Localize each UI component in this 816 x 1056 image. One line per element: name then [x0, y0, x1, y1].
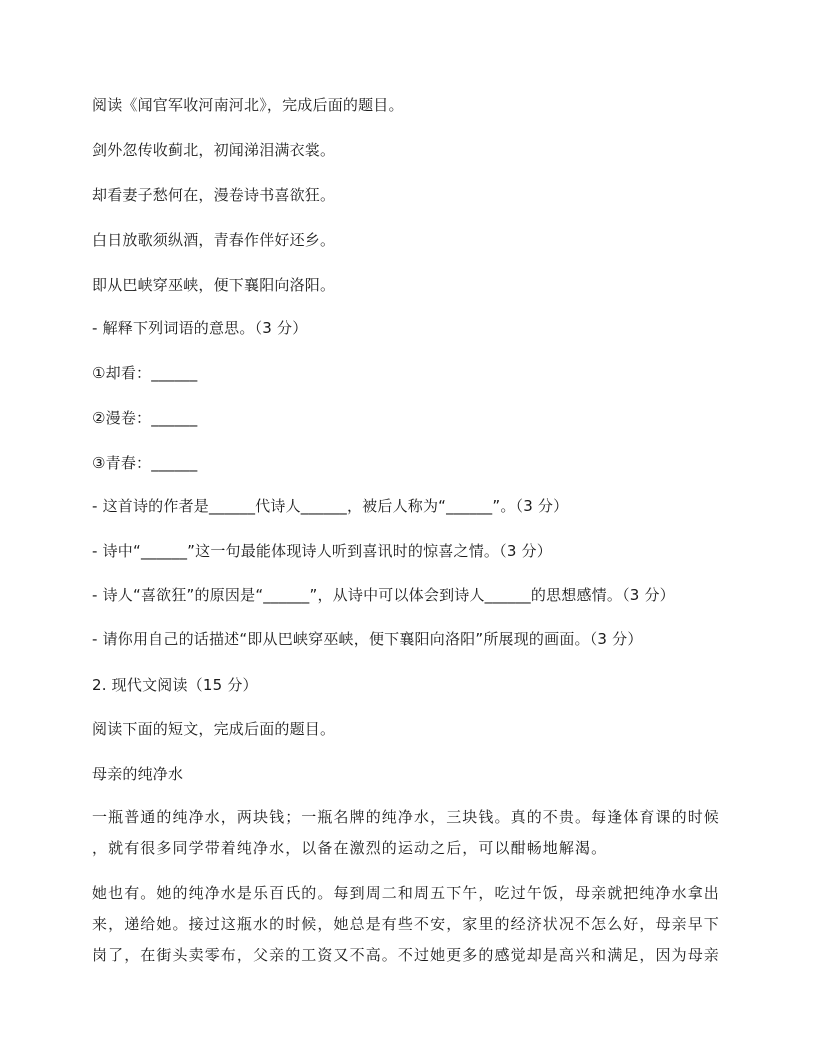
reading-instruction: 阅读《闻官军收河南河北》，完成后面的题目。	[92, 96, 404, 114]
poem-line-3: 白日放歌须纵酒，青春作伴好还乡。	[92, 231, 336, 249]
question-describe: - 请你用自己的话描述“即从巴峡穿巫峡，便下襄阳向洛阳”所展现的画面。（3 分）	[92, 630, 643, 648]
article-title: 母亲的纯净水	[92, 765, 184, 783]
section-heading: 2. 现代文阅读（15 分）	[92, 676, 258, 694]
poem-line-2: 却看妻子愁何在，漫卷诗书喜欲狂。	[92, 186, 336, 204]
question-author: - 这首诗的作者是______代诗人______，被后人称为“______”。（3 分）	[92, 497, 569, 515]
question-joy-line: - 诗中“______”这一句最能体现诗人听到喜讯时的惊喜之情。（3 分）	[92, 542, 552, 560]
paragraph-2-line-1: 她也有。她的纯净水是乐百氏的。每到周二和周五下午，吃过午饭，母亲就把纯净水拿出	[92, 884, 720, 902]
paragraph-1-line-2: ，就有很多同学带着纯净水，以备在激烈的运动之后，可以酣畅地解渴。	[92, 839, 608, 857]
poem-line-1: 剑外忽传收蓟北，初闻涕泪满衣裳。	[92, 141, 336, 159]
vocabulary-item-2: ②漫卷：______	[92, 409, 198, 427]
question-reason: - 诗人“喜欲狂”的原因是“______”，从诗中可以体会到诗人______的思想感情。（3 分）	[92, 586, 675, 604]
question-vocabulary: - 解释下列词语的意思。（3 分）	[92, 319, 308, 337]
paragraph-2-line-3: 岗了，在街头卖零布，父亲的工资又不高。不过她更多的感觉却是高兴和满足，因为母亲	[92, 946, 720, 964]
paragraph-1-line-1: 一瓶普通的纯净水，两块钱；一瓶名牌的纯净水，三块钱。真的不贵。每逢体育课的时候	[92, 808, 720, 826]
vocabulary-item-1: ①却看：______	[92, 364, 198, 382]
paragraph-2-line-2: 来，递给她。接过这瓶水的时候，她总是有些不安，家里的经济状况不怎么好，母亲早下	[92, 915, 720, 933]
poem-line-4: 即从巴峡穿巫峡，便下襄阳向洛阳。	[92, 276, 336, 294]
reading-instruction-2: 阅读下面的短文，完成后面的题目。	[92, 720, 336, 738]
vocabulary-item-3: ③青春：______	[92, 454, 198, 472]
